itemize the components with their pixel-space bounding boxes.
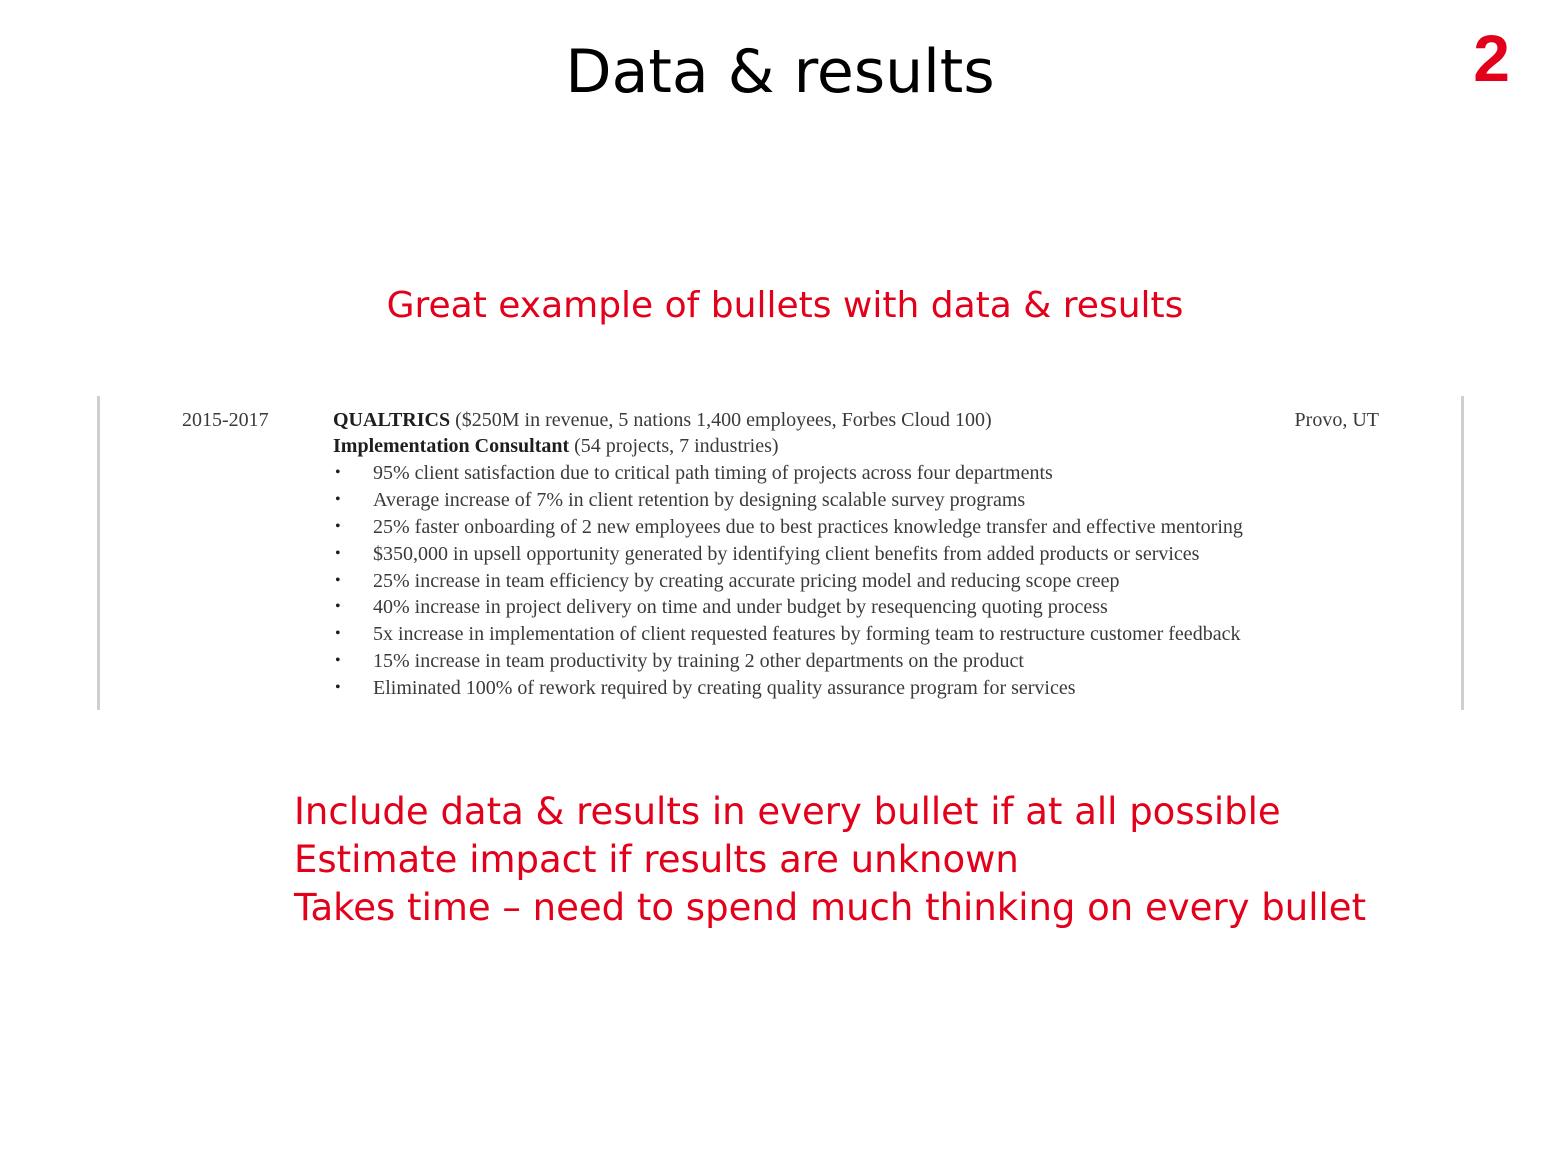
resume-role-line	[333, 433, 779, 459]
list-item	[333, 675, 1243, 702]
list-item	[333, 487, 1243, 514]
note-line: Estimate impact if results are unknown	[294, 838, 1019, 881]
bullet-icon: •	[335, 625, 341, 643]
resume-location: Provo, UT	[1294, 409, 1379, 431]
bullet-text: $350,000 in upsell opportunity generated by identifying client benefits from added products or services	[373, 542, 1200, 565]
bullet-icon: •	[335, 490, 341, 508]
resume-company-detail: ($250M in revenue, 5 nations 1,400 employees, Forbes Cloud 100)	[450, 409, 992, 431]
slide-number: 2	[1473, 21, 1510, 95]
bullet-icon: •	[335, 598, 341, 616]
resume-company: QUALTRICS	[333, 409, 451, 431]
list-item	[333, 594, 1243, 621]
slide-subtitle: Great example of bullets with data & results	[386, 285, 1184, 326]
bullet-text: 25% increase in team efficiency by creating accurate pricing model and reducing scope creep	[373, 569, 1120, 592]
list-item	[333, 648, 1243, 675]
bullet-icon: •	[335, 544, 341, 562]
list-item	[333, 541, 1243, 568]
list-item	[333, 460, 1243, 487]
resume-company-line	[333, 407, 992, 433]
bullet-text: Average increase of 7% in client retention by designing scalable survey programs	[373, 488, 1026, 511]
list-item	[333, 514, 1243, 541]
list-item	[333, 568, 1243, 595]
bullet-icon: •	[335, 517, 341, 535]
slide-title: Data & results	[565, 37, 995, 107]
note-line: Include data & results in every bullet if at all possible	[294, 790, 1281, 833]
bullet-icon: •	[335, 571, 341, 589]
bullet-icon: •	[335, 679, 341, 697]
list-item	[333, 621, 1243, 648]
resume-excerpt	[97, 396, 1464, 710]
bullet-text: 95% client satisfaction due to critical path timing of projects across four departments	[373, 462, 1053, 484]
bullet-text: Eliminated 100% of rework required by creating quality assurance program for services	[373, 677, 1076, 700]
resume-role-detail: (54 projects, 7 industries)	[569, 435, 779, 457]
note-line: Takes time – need to spend much thinking on every bullet	[294, 886, 1367, 929]
resume-role: Implementation Consultant	[333, 435, 570, 457]
bullet-text: 40% increase in project delivery on time and under budget by resequencing quoting process	[373, 596, 1108, 619]
bullet-icon: •	[335, 464, 341, 481]
bullet-text: 15% increase in team productivity by training 2 other departments on the product	[373, 650, 1024, 673]
bullet-text: 5x increase in implementation of client requested features by forming team to restructure customer feedback	[373, 623, 1241, 646]
bullet-text: 25% faster onboarding of 2 new employees due to best practices knowledge transfer and effective mentoring	[373, 515, 1243, 538]
bullet-icon: •	[335, 652, 341, 670]
resume-dates: 2015-2017	[182, 409, 269, 431]
resume-bullet-list	[333, 460, 1243, 702]
takeaway-notes	[294, 788, 1366, 932]
